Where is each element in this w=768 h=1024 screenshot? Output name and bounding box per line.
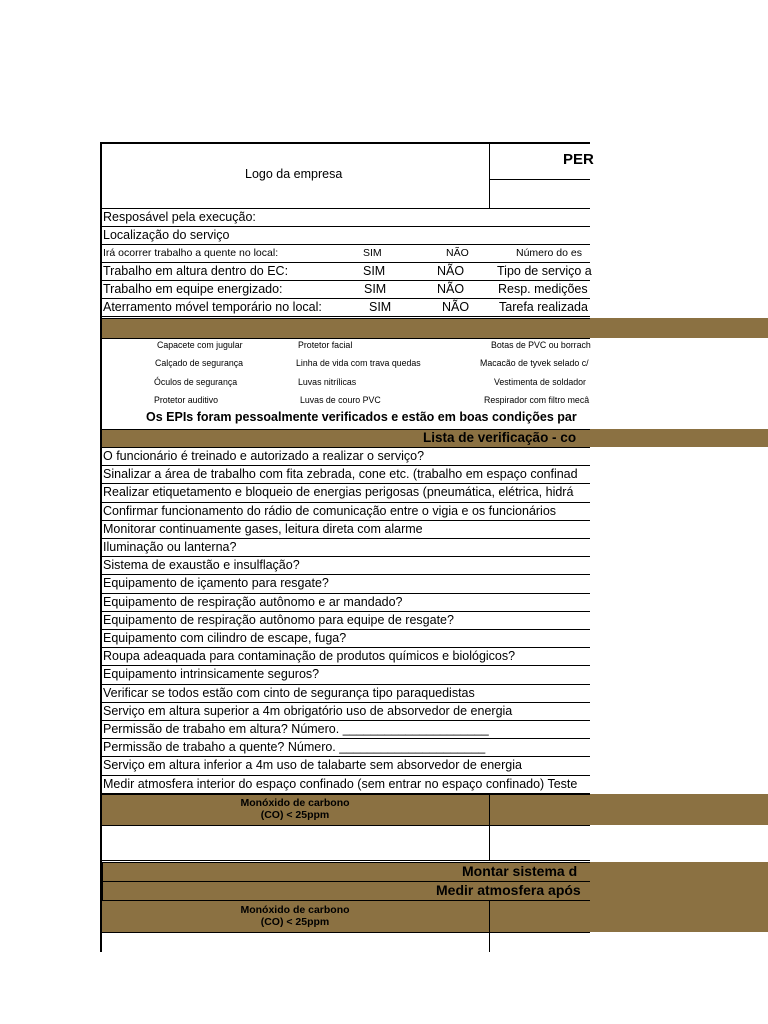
height-work-label: Trabalho em altura dentro do EC: bbox=[103, 264, 289, 278]
checklist-item[interactable]: Monitorar continuamente gases, leitura direta com alarme bbox=[103, 521, 423, 536]
epi-item[interactable]: Macacão de tyvek selado c/ bbox=[480, 358, 589, 368]
checklist-item[interactable]: Equipamento intrinsicamente seguros? bbox=[103, 667, 320, 682]
grounding-sim[interactable]: SIM bbox=[369, 300, 392, 314]
co-limit-line1: Monóxido de carbono bbox=[240, 797, 350, 809]
epi-item[interactable]: Linha de vida com trava quedas bbox=[296, 358, 421, 368]
checklist-item[interactable]: Realizar etiquetamento e bloqueio de energias perigosas (pneumática, elétrica, hidrá bbox=[103, 485, 574, 500]
checklist-item[interactable]: Medir atmosfera interior do espaço confinado (sem entrar no espaço confinado) Teste bbox=[103, 776, 578, 791]
permit-title: PER bbox=[563, 151, 594, 168]
co-limit-line2: (CO) < 25ppm bbox=[260, 809, 330, 821]
checklist-item[interactable]: Serviço em altura superior a 4m obrigatório uso de absorvedor de energia bbox=[103, 703, 513, 718]
permit-form-sheet bbox=[100, 142, 768, 952]
epi-item[interactable]: Luvas nitrílicas bbox=[298, 377, 357, 387]
epi-item[interactable]: Protetor auditivo bbox=[154, 395, 219, 405]
co-limit-line2: (CO) < 25ppm bbox=[260, 916, 330, 928]
checklist-item[interactable]: Equipamento de içamento para resgate? bbox=[103, 576, 329, 591]
checklist-item[interactable]: Equipamento de respiração autônomo para equipe de resgate? bbox=[103, 612, 454, 627]
epi-item[interactable]: Respirador com filtro mecâ bbox=[484, 395, 590, 405]
height-work-sim[interactable]: SIM bbox=[363, 264, 386, 278]
section-montar-title: Montar sistema d bbox=[462, 863, 578, 879]
co-limit-line1: Monóxido de carbono bbox=[240, 904, 350, 916]
location-label: Localização do serviço bbox=[103, 228, 230, 242]
grounding-extra: Tarefa realizada bbox=[499, 300, 588, 314]
energized-extra: Resp. medições bbox=[498, 282, 588, 296]
height-work-nao[interactable]: NÃO bbox=[437, 264, 465, 278]
checklist-item[interactable]: Roupa adeaquada para contaminação de produtos químicos e biológicos? bbox=[103, 649, 516, 664]
epi-item[interactable]: Luvas de couro PVC bbox=[300, 395, 381, 405]
epi-item[interactable]: Óculos de segurança bbox=[154, 377, 238, 387]
checklist-item[interactable]: Verificar se todos estão com cinto de segurança tipo paraquedistas bbox=[103, 685, 475, 700]
checklist-item[interactable]: Permissão de trabaho em altura? Número. _____________________ bbox=[103, 722, 489, 736]
height-work-extra: Tipo de serviço a bbox=[497, 264, 592, 278]
checklist-item[interactable]: Equipamento de respiração autônomo e ar mandado? bbox=[103, 594, 403, 609]
checklist-item[interactable]: O funcionário é treinado e autorizado a realizar o serviço? bbox=[103, 449, 425, 463]
hot-work-sim[interactable]: SIM bbox=[363, 247, 382, 259]
epi-item[interactable]: Protetor facial bbox=[298, 340, 353, 350]
checklist-item[interactable]: Serviço em altura inferior a 4m uso de talabarte sem absorvedor de energia bbox=[103, 758, 522, 773]
energized-nao[interactable]: NÃO bbox=[437, 282, 465, 296]
hot-work-extra: Número do es bbox=[516, 247, 582, 259]
hot-work-nao[interactable]: NÃO bbox=[446, 247, 469, 259]
grounding-nao[interactable]: NÃO bbox=[442, 300, 470, 314]
energized-sim[interactable]: SIM bbox=[364, 282, 387, 296]
checklist-item[interactable]: Sinalizar a área de trabalho com fita zebrada, cone etc. (trabalho em espaço confinad bbox=[103, 467, 578, 482]
checklist-title: Lista de verificação - co bbox=[423, 430, 577, 445]
checklist-item[interactable]: Iluminação ou lanterna? bbox=[103, 540, 237, 554]
epi-item[interactable]: Calçado de segurança bbox=[155, 358, 244, 368]
checklist-item[interactable]: Equipamento com cilindro de escape, fuga? bbox=[103, 631, 347, 645]
responsible-label: Resposável pela execução: bbox=[103, 210, 256, 224]
hot-work-label: Irá ocorrer trabalho a quente no local: bbox=[103, 247, 279, 259]
company-logo-placeholder: Logo da empresa bbox=[245, 167, 343, 181]
epi-item[interactable]: Botas de PVC ou borrach bbox=[491, 340, 591, 350]
checklist-item[interactable]: Confirmar funcionamento do rádio de comunicação entre o vigia e os funcionários bbox=[103, 503, 557, 518]
section-medir-title: Medir atmosfera após bbox=[436, 882, 581, 898]
grounding-label: Aterramento móvel temporário no local: bbox=[103, 300, 322, 314]
energized-label: Trabalho em equipe energizado: bbox=[103, 282, 283, 296]
epi-item[interactable]: Capacete com jugular bbox=[157, 340, 243, 350]
checklist-item[interactable]: Sistema de exaustão e insulflação? bbox=[103, 558, 300, 573]
epi-statement: Os EPIs foram pessoalmente verificados e estão em boas condições par bbox=[146, 410, 577, 424]
checklist-item[interactable]: Permissão de trabaho a quente? Número. _____________________ bbox=[103, 740, 486, 755]
visible-columns bbox=[100, 142, 594, 952]
epi-item[interactable]: Vestimenta de soldador bbox=[494, 377, 586, 387]
